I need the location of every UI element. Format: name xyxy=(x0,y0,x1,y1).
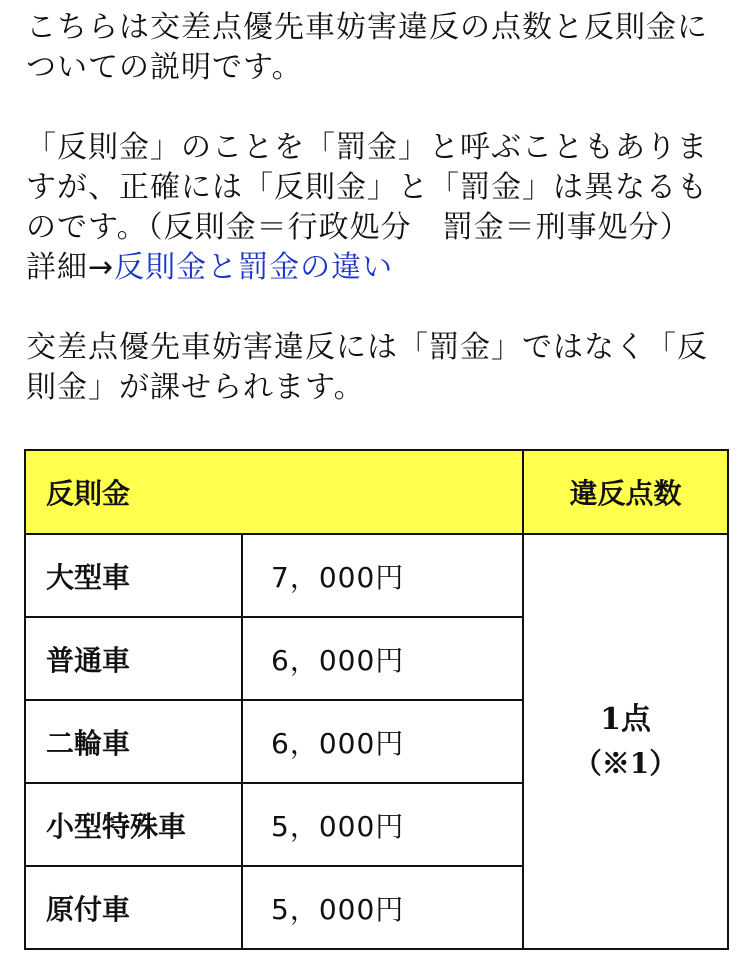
vehicle-type: 普通車 xyxy=(25,617,242,700)
points-cell xyxy=(523,534,728,949)
fine-amount: 6，000円 xyxy=(242,700,523,783)
fine-vs-penalty-link[interactable]: 反則金と罰金の違い xyxy=(114,250,394,285)
fine-explanation-text: 「反則金」のことを「罰金」と呼ぶこともありますが、正確には「反則金」と「罰金」は異なるものです。（反則金＝行政処分 罰金＝刑事処分） xyxy=(26,130,708,245)
vehicle-type: 大型車 xyxy=(25,534,242,617)
fine-explanation-paragraph xyxy=(26,128,730,288)
detail-prefix: 詳細→ xyxy=(26,250,115,285)
header-fine: 反則金 xyxy=(25,450,523,534)
table-row xyxy=(25,534,728,617)
vehicle-type: 二輪車 xyxy=(25,700,242,783)
fine-amount: 5，000円 xyxy=(242,866,523,949)
penalty-type-paragraph: 交差点優先車妨害違反には「罰金」ではなく「反則金」が課せられます。 xyxy=(26,330,708,405)
fine-amount: 5，000円 xyxy=(242,783,523,866)
points-note: （※1） xyxy=(573,746,678,780)
intro-paragraph: こちらは交差点優先車妨害違反の点数と反則金についての説明です。 xyxy=(26,10,708,85)
fine-amount: 6，000円 xyxy=(242,617,523,700)
fines-table xyxy=(24,449,729,950)
points-value: 1点 xyxy=(600,701,651,737)
table-header-row xyxy=(25,450,728,534)
vehicle-type: 小型特殊車 xyxy=(25,783,242,866)
vehicle-type: 原付車 xyxy=(25,866,242,949)
fine-amount: 7，000円 xyxy=(242,534,523,617)
header-points: 違反点数 xyxy=(523,450,728,534)
article-body xyxy=(26,0,730,408)
